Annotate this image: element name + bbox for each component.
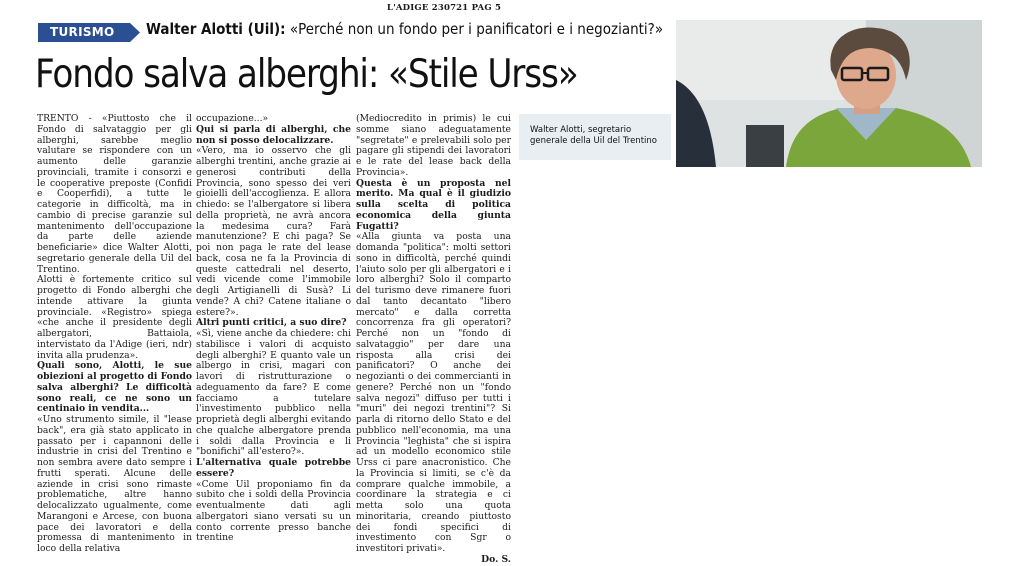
body-paragraph: Alotti è fortemente critico sul progetto di Fondo alberghi che intende attivare la giunta provinciale. «Registro» spiega «che anche il presidente degli albergatori, Battaiola, intervistato da l'Adige (ieri, ndr) invita alla prudenza». — [37, 274, 192, 361]
article-kicker — [146, 20, 676, 38]
portrait-photo-illustration — [676, 20, 982, 167]
kicker-quote: «Perché non un fondo per i panificatori e i negozianti?» — [285, 20, 664, 38]
newspaper-masthead: L'ADIGE 230721 PAG 5 — [386, 3, 502, 13]
article-column-3 — [356, 114, 511, 566]
article-headline: Fondo salva alberghi: «Stile Urss» — [35, 52, 578, 97]
interview-question: Quali sono, Alotti, le sue obiezioni al progetto di Fondo salva alberghi? Le difficoltà sono reali, ce ne sono un centinaio in vendita... — [37, 360, 192, 415]
interview-question: Questa è un proposta nel merito. Ma qual è il giudizio sulla scelta di politica economica della giunta Fugatti? — [356, 177, 511, 232]
body-paragraph: «Uno strumento simile, il "lease back", era già stato applicato in passato per i capannoni delle industrie in crisi del Trentino e non sembra avere dato sempre i frutti sperati. Alcune delle aziende in crisi sono rimaste problematiche, altre hanno delocalizzato ugualmente, come Marangoni e Arcese, con buona pace dei lavoratori e della promessa di mantenimento in loco della relativa — [37, 414, 192, 554]
article-column-2 — [196, 114, 351, 544]
interview-question: Qui si parla di alberghi, che non si posso delocalizzare. — [196, 123, 351, 146]
portrait-photo — [676, 20, 982, 167]
body-paragraph: TRENTO - «Piuttosto che il Fondo di salvataggio per gli alberghi, sarebbe meglio valutare se rispondere con un aumento delle garanzie provinciali, tramite i consorzi e le cooperative preposte (Confidi e Cooperfidi), a tutte le categorie in difficoltà, ma in cambio di precise garanzie sul mantenimento dell'occupazione da parte delle aziende beneficiarie» dice Walter Alotti, segretario generale della Uil del Trentino. — [37, 113, 192, 275]
author-signature: Do. S. — [481, 553, 511, 565]
body-paragraph: «Vero, ma io osservo che gli alberghi trentini, anche grazie ai generosi contributi della Provincia, sono spesso dei veri gioielli dell'accoglienza. E allora chiedo: se l'albergatore si libera della proprietà, ne avrà ancora la medesima cura? Farà manutenzione? E chi paga? Se poi non paga le rate del lease back, cosa ne fa la Provincia di queste cattedrali nel deserto, vedi vicende come l'immobile degli Artigianelli di Susà? Li vende? A chi? Catene italiane o estere?». — [196, 145, 351, 318]
body-paragraph: «Sì, viene anche da chiedere: chi stabilisce i valori di acquisto degli alberghi? E quanto vale un albergo in crisi, magari con lavori di ristrutturazione o adeguamento da fare? E come facciamo a tutelare l'investimento pubblico nella proprietà degli alberghi evitando che qualche albergatore prenda i soldi dalla Provincia e li "bonifichi" all'estero?». — [196, 328, 351, 458]
kicker-speaker: Walter Alotti (Uil): — [146, 20, 286, 38]
body-paragraph: (Mediocredito in primis) le cui somme siano adeguatamente "segretate" e prelevabili solo per pagare gli stipendi dei lavoratori e le rate del lease back della Provincia». — [356, 113, 511, 178]
body-paragraph: occupazione...» — [196, 113, 269, 124]
body-paragraph: «Alla giunta va posta una domanda "politica": molti settori sono in difficoltà, perché quindi l'aiuto solo per gli albergatori e i loro alberghi? Solo il comparto del turismo deve rimanere fuori dal tanto decantato "libero mercato" e dalla corretta concorrenza fra gli operatori? Perché non un "fondo di salvataggio" per dare una risposta alla crisi dei panificatori? O anche dei negozianti o dei commercianti in genere? Perché non un "fondo salva negozi" diffuso per tutti i "muri" dei negozi trentini"? Si parla di ritorno dello Stato e del pubblico nell'economia, ma una Provincia "leghista" che si ispira ad un modello economico stile Urss ci pare anacronistico. Che la Provincia si limiti, se c'è da comprare qualche immobile, a coordinare la strategia e ci metta solo una quota minoritaria, creando piuttosto dei fondi specifici di investimento con Sgr o investitori privati». — [356, 231, 511, 554]
body-paragraph: «Come Uil proponiamo fin da subito che i soldi della Provincia eventualmente dati agli albergatori siano versati su un conto corrente presso banche trentine — [196, 478, 351, 544]
article-column-1 — [37, 114, 192, 555]
interview-question: Altri punti critici, a suo dire? — [196, 317, 347, 329]
interview-question: L'alternativa quale potrebbe essere? — [196, 457, 351, 479]
section-badge-label: TURISMO — [50, 25, 115, 39]
photo-caption: Walter Alotti, segretario generale della Uil del Trentino — [530, 125, 657, 146]
section-badge — [38, 23, 140, 42]
